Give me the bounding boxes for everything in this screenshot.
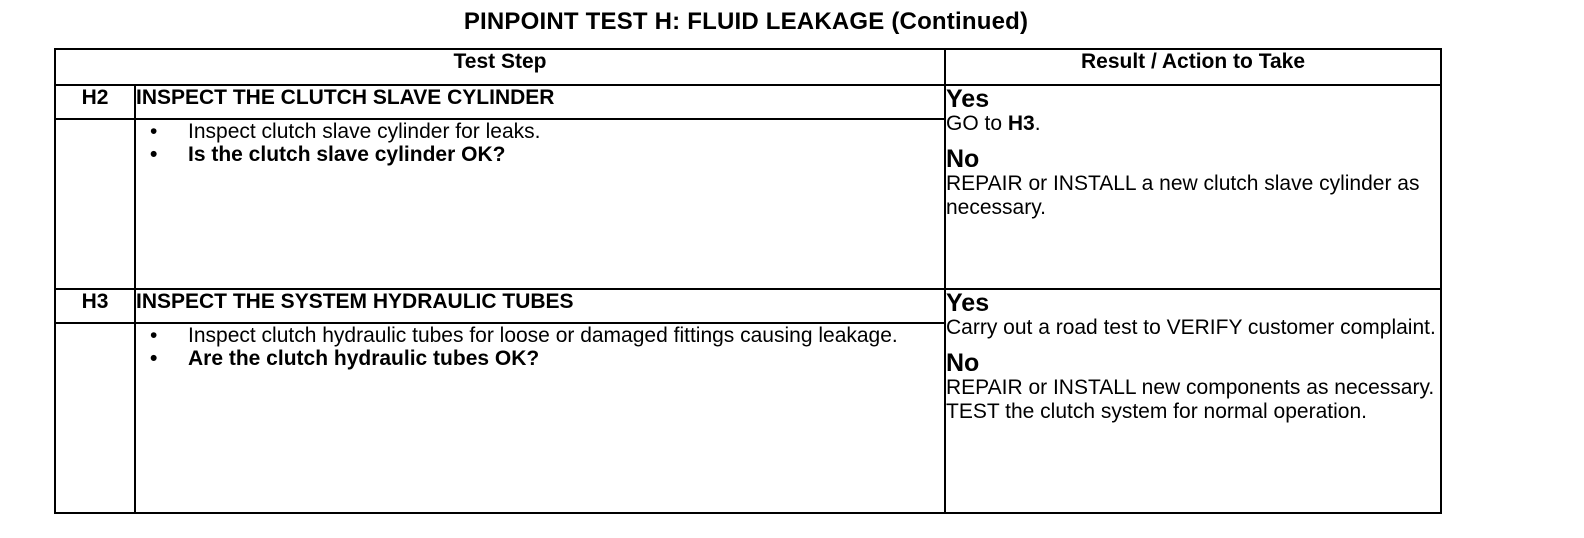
no-block-h2 [946, 146, 1440, 220]
no-label-h2: No [946, 145, 980, 173]
yes-label-h3: Yes [946, 289, 990, 317]
step-title-h2: INSPECT THE CLUTCH SLAVE CYLINDER [135, 85, 945, 119]
yes-text-h3: Carry out a road test to VERIFY customer complaint. [946, 316, 1436, 339]
step-title-row-h2 [55, 85, 1441, 119]
bullet-item [148, 324, 944, 347]
yes-target-h2: H3 [1007, 112, 1035, 135]
bullet-icon: • [150, 143, 158, 166]
step-id-spacer-h3 [55, 323, 135, 513]
bullet-item-question [148, 347, 944, 370]
page-title: PINPOINT TEST H: FLUID LEAKAGE (Continued) [463, 8, 1029, 35]
step-title-h3: INSPECT THE SYSTEM HYDRAULIC TUBES [135, 289, 945, 323]
no-text-h2: REPAIR or INSTALL a new clutch slave cylinder as necessary. [946, 172, 1420, 219]
bullet-list-h2 [136, 120, 944, 166]
step-id-spacer-h2 [55, 119, 135, 289]
yes-text-suffix-h2: . [1034, 112, 1041, 135]
bullet-item [148, 120, 944, 143]
pinpoint-test-table [54, 48, 1442, 514]
result-cell-h3 [945, 289, 1441, 513]
bullet-item-question [148, 143, 944, 166]
bullet-icon: • [150, 347, 158, 370]
bullet-text: Inspect clutch hydraulic tubes for loose or damaged fittings causing leakage. [188, 324, 898, 347]
yes-text-h2 [946, 112, 1440, 136]
yes-text-prefix-h2: GO to [946, 112, 1008, 135]
yes-block-h3 [946, 290, 1440, 340]
bullet-icon: • [150, 324, 158, 347]
yes-label-h2: Yes [946, 85, 990, 113]
test-step-header: Test Step [55, 49, 945, 85]
bullet-text: Is the clutch slave cylinder OK? [188, 143, 506, 166]
step-id-h2: H2 [55, 85, 135, 119]
step-title-row-h3 [55, 289, 1441, 323]
bullet-text: Are the clutch hydraulic tubes OK? [188, 347, 540, 370]
bullet-text: Inspect clutch slave cylinder for leaks. [188, 120, 541, 143]
no-block-h3 [946, 350, 1440, 424]
result-action-header: Result / Action to Take [945, 49, 1441, 85]
result-cell-h2 [945, 85, 1441, 289]
bullet-icon: • [150, 120, 158, 143]
bullet-list-h3 [136, 324, 944, 370]
no-text-h3: REPAIR or INSTALL new components as necessary. TEST the clutch system for normal operation. [946, 376, 1435, 423]
step-body-h2 [135, 119, 945, 289]
no-label-h3: No [946, 349, 980, 377]
header-row [55, 49, 1441, 85]
step-id-h3: H3 [55, 289, 135, 323]
step-body-h3 [135, 323, 945, 513]
yes-block-h2 [946, 86, 1440, 136]
